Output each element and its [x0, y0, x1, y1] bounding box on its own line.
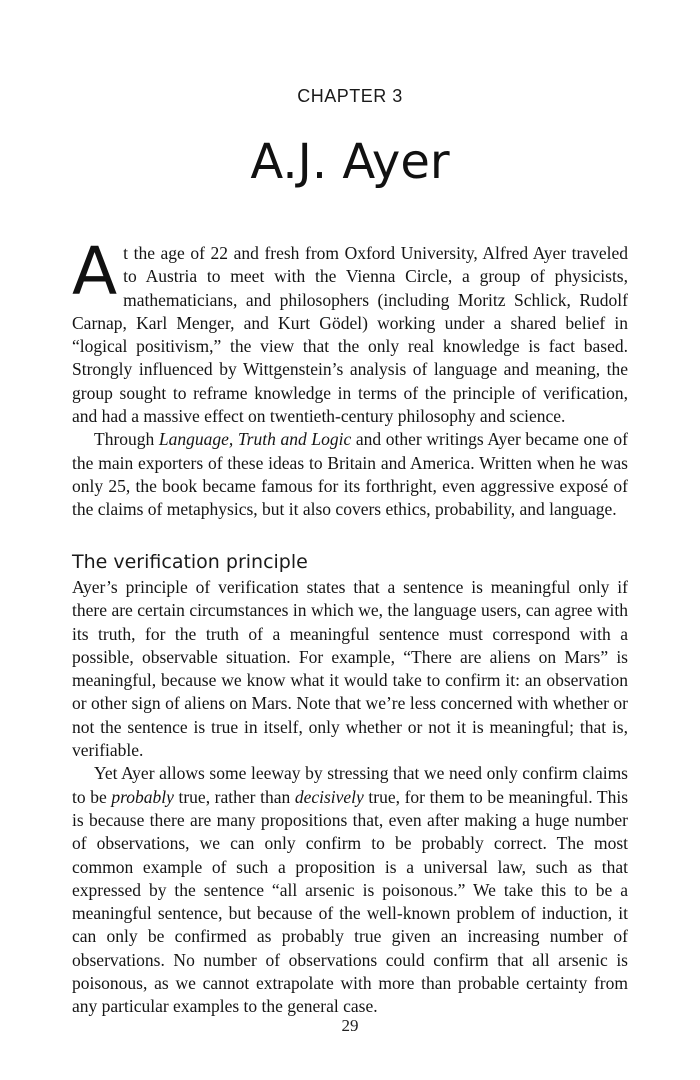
intro-p2-text-b: and other writings Ayer became one of the main exporters of these ideas to Britain and America. Written when he was only 25, the book became famous for its forthright, even aggressive exposé of the claims of metaphysics, but it also covers ethics, probability, and language.: [72, 429, 628, 520]
section-block: [72, 576, 628, 1019]
section-p2-emphasis-decisively: decisively: [294, 786, 364, 807]
section-p2-text-c: true, for them to be meaningful. This is because there are many propositions that, even after making a huge number of observations, we can only confirm to be probably correct. The most common example of such a proposition is a universal law, such as that expressed by the sentence “all arsenic is poisonous.” We take this to be a meaningful sentence, but because of the well-known problem of induction, it can only be confirmed as probably true given an increasing number of observations. No number of observations could confirm that all arsenic is poisonous, as we cannot extrapolate with more than probable certainty from any particular examples to the general case.: [72, 786, 629, 1017]
section-paragraph-1: Ayer’s principle of verification states that a sentence is meaningful only if there are certain circumstances in which we, the language users, can agree with its truth, for the truth of a meaningful sentence must correspond with a possible, observable situation. For example, “There are aliens on Mars” is meaningful, because we know what it would take to confirm it: an observation or other sign of aliens on Mars. Note that we’re less concerned with whether or not the sentence is true in itself, only whether or not it is meaningful; that is, verifiable.: [72, 577, 628, 761]
chapter-label: CHAPTER 3: [297, 86, 403, 106]
intro-block: [72, 233, 628, 522]
book-title: Language, Truth and Logic: [158, 429, 352, 450]
section-p2-text-b: true, rather than: [173, 786, 295, 807]
drop-cap: A: [72, 233, 118, 310]
page-number: 29: [341, 1016, 359, 1035]
intro-paragraph-text: t the age of 22 and fresh from Oxford University, Alfred Ayer traveled to Austria to meet with the Vienna Circle, a group of physicists, mathematicians, and philosophers (including Moritz Schlick, Rudolf Carnap, Karl Menger, and Kurt Gödel) working under a shared belief in “logical positivism,” the view that the only real knowledge is fact based. Strongly influenced by Wittgenstein’s analysis of language and meaning, the group sought to reframe knowledge in terms of the principle of verification, and had a massive effect on twentieth-century philosophy and science.: [72, 243, 628, 427]
intro-paragraph: [72, 233, 628, 428]
intro-p2-text-a: Through: [94, 429, 159, 450]
section-p2-text-a: Yet Ayer allows some leeway by stressing that we need only confirm claims to be: [72, 763, 628, 807]
intro-paragraph-2: [72, 428, 628, 521]
chapter-title: A.J. Ayer: [250, 134, 450, 190]
section-p2-emphasis-probably: probably: [111, 786, 174, 807]
section-heading: The verification principle: [72, 551, 308, 573]
section-paragraph-2: [72, 762, 628, 1018]
